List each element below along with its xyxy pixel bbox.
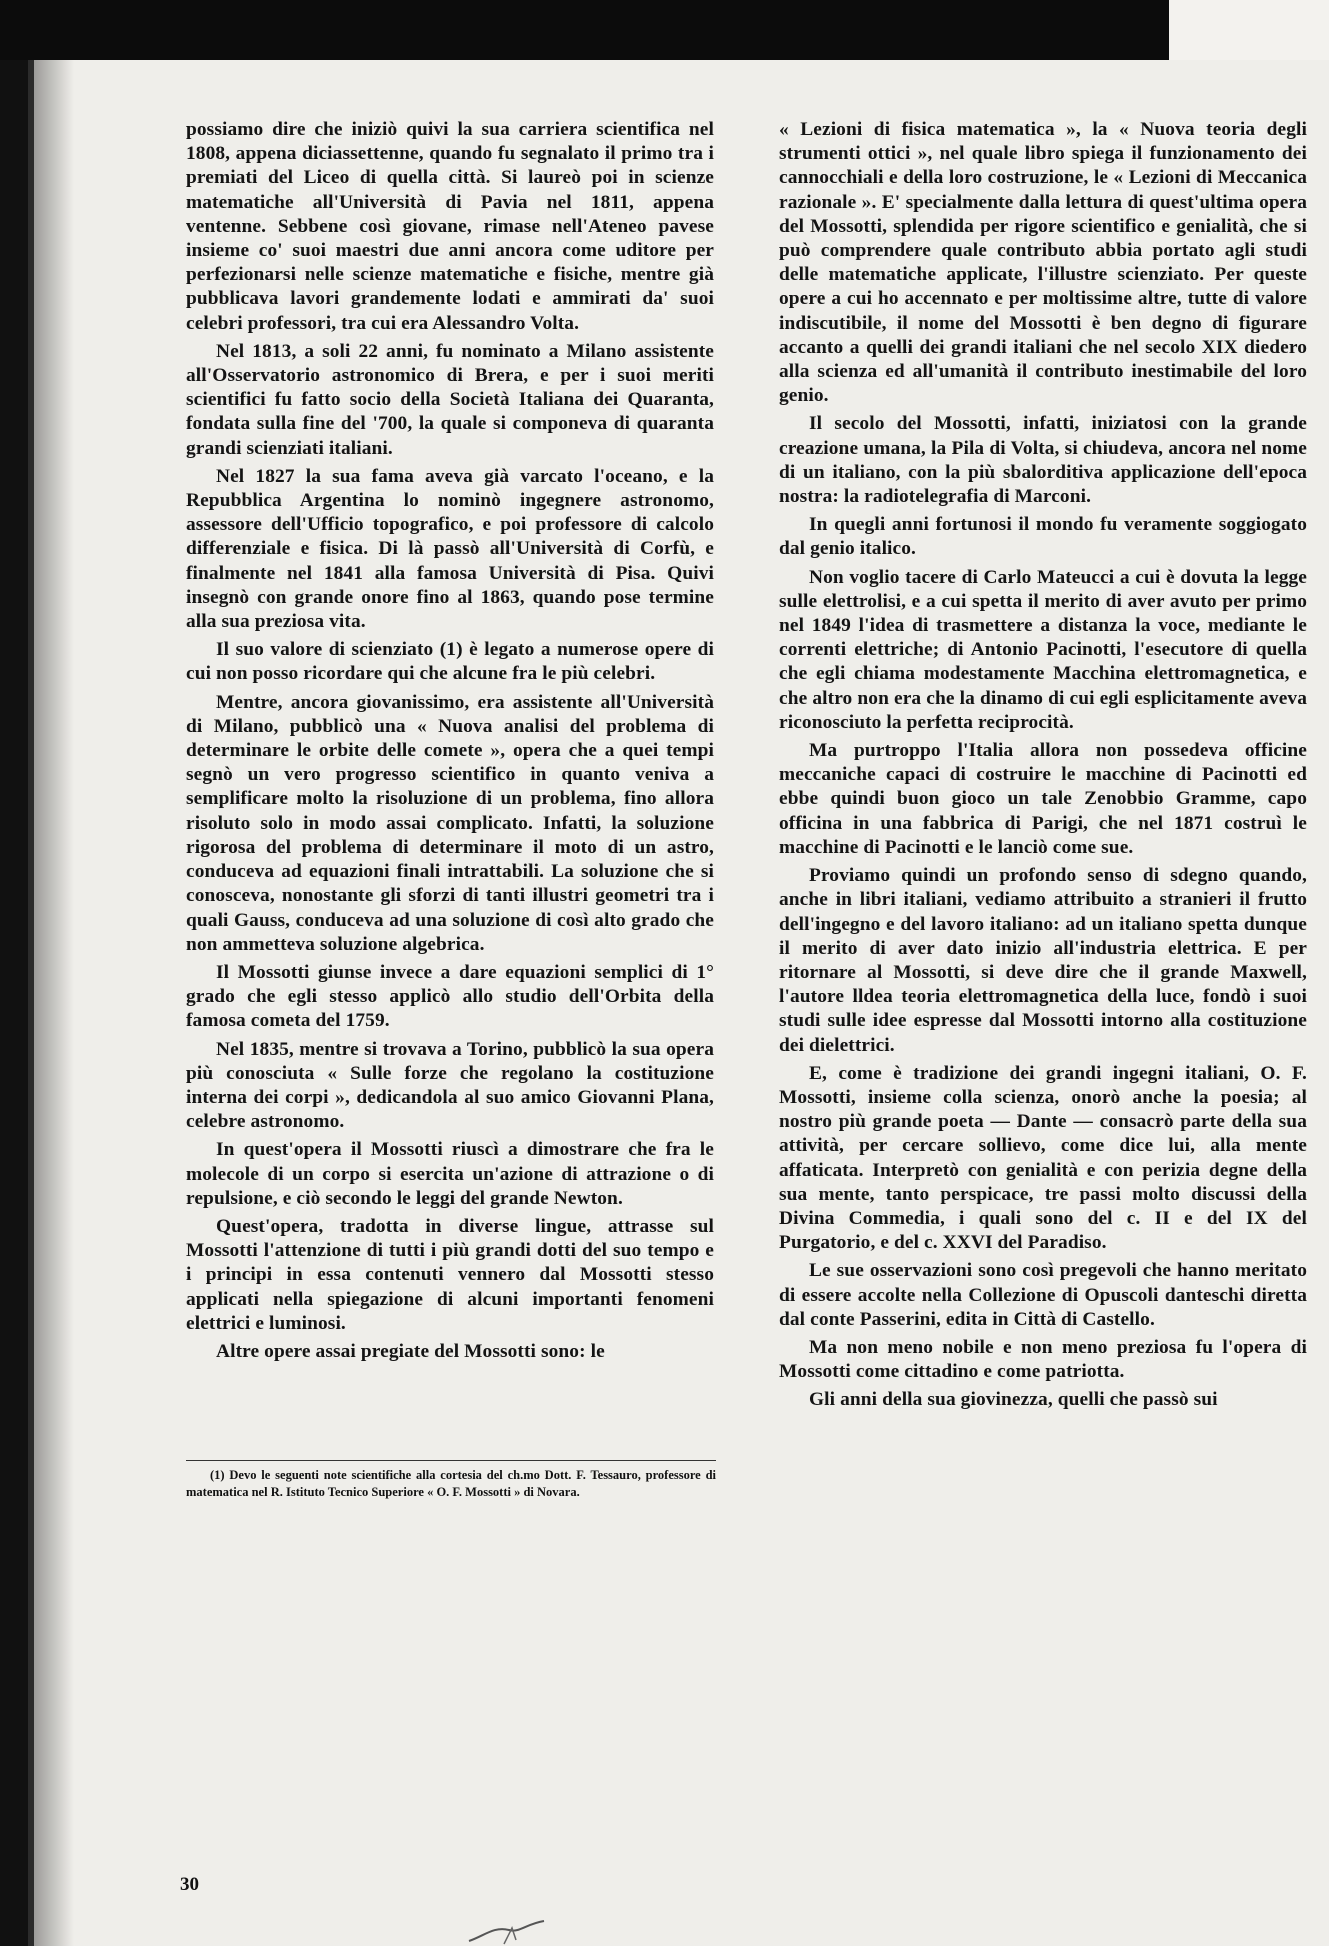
paragraph: Proviamo quindi un profondo senso di sdegno quando, anche in libri italiani, vediamo attribuito a stranieri il frutto dell'ingegno e del lavoro italiano: ad un italiano spetta dunque il merito di aver dato inizio all'industria elettrica. E per ritornare al Mossotti, si deve dire che il grande Maxwell, l'autore lldea teoria elettromagnetica della luce, fondò i suoi studi sulle idee espresse dal Mossotti intorno alla costituzione dei dielettrici. xyxy=(779,865,1307,1056)
paragraph: Mentre, ancora giovanissimo, era assistente all'Università di Milano, pubblicò una « Nuova analisi del problema di determinare le orbite delle comete », opera che a quei tempi segnò un vero progresso scientifico in quanto veniva a semplificare molto la risoluzione di un problema, fino allora risoluto solo in modo assai complicato. Infatti, la soluzione rigorosa del problema di determinare il moto di un astro, conduceva ad equazioni finali intrattabili. La soluzione che si conosceva, nonostante gli sforzi di tanti illustri geometri tra i quali Gauss, conduceva ad una soluzione di così alto grado che non ammetteva soluzione algebrica. xyxy=(186,691,714,955)
paragraph: E, come è tradizione dei grandi ingegni italiani, O. F. Mossotti, insieme colla scienza, onorò anche la poesia; al nostro più grande poeta — Dante — consacrò parte della sua attività, per cercare sollievo, come dice lui, alla mente affaticata. Interpretò con genialità e con perizia degne della sua mente, tanto perspicace, tre passi molto discussi della Divina Commedia, i quali sono del c. II e del IX del Purgatorio, e del c. XXVI del Paradiso. xyxy=(779,1062,1307,1254)
binding-shadow xyxy=(34,60,74,1946)
paragraph: Gli anni della sua giovinezza, quelli che passò sui xyxy=(809,1389,1218,1411)
page-number: 30 xyxy=(180,1874,199,1895)
paragraph: Altre opere assai pregiate del Mossotti sono: le xyxy=(216,1340,605,1362)
paragraph: Nel 1813, a soli 22 anni, fu nominato a Milano assistente all'Osservatorio astronomico di Brera, e per i suoi meriti scientifici fu fatto socio della Società Italiana dei Quaranta, fondata sulla fine del '700, la quale si componeva di quaranta grandi scienziati italiani. xyxy=(186,340,714,459)
paragraph: Il secolo del Mossotti, infatti, iniziatosi con la grande creazione umana, la Pila di Volta, si chiudeva, ancora nel nome di un italiano, con la più sbalorditiva applicazione dell'epoca nostra: la radiotelegrafia di Marconi. xyxy=(779,413,1307,508)
paragraph: In quegli anni fortunosi il mondo fu veramente soggiogato dal genio italico. xyxy=(779,514,1307,560)
paragraph: Non voglio tacere di Carlo Mateucci a cui è dovuta la legge sulle elettrolisi, e a cui spetta il merito di aver avuto per primo nel 1849 l'idea di trasmettere a distanza la voce, mediante le correnti elettriche; di Antonio Pacinotti, l'esecutore di quella che egli chiama modestamente Macchina elettromagnetica, e che altro non era che la dinamo di cui egli esplicitamente aveva riconosciuto la perfetta reciprocità. xyxy=(779,566,1307,733)
paragraph: Quest'opera, tradotta in diverse lingue, attrasse sul Mossotti l'attenzione di tutti i più grandi dotti del suo tempo e i principi in essa contenuti vennero dal Mossotti stesso applicati nella spiegazione di alcuni importanti fenomeni elettrici e luminosi. xyxy=(186,1215,714,1334)
scan-dark-border xyxy=(0,0,1329,60)
left-text-column xyxy=(186,118,714,1368)
paragraph: Le sue osservazioni sono così pregevoli che hanno meritato di essere accolte nella Collezione di Opuscoli danteschi diretta dal conte Passerini, edita in Città di Castello. xyxy=(779,1260,1307,1330)
footnote: (1) Devo le seguenti note scientifiche alla cortesia del ch.mo Dott. F. Tessauro, professore di matematica nel R. Istituto Tecnico Superiore « O. F. Mossotti » di Novara. xyxy=(186,1460,716,1501)
paragraph: Nel 1827 la sua fama aveva già varcato l'oceano, e la Repubblica Argentina lo nominò ingegnere astronomo, assessore dell'Ufficio topografico, e poi professore di calcolo differenziale e fisica. Di là passò all'Università di Corfù, e finalmente nel 1841 alla famosa Università di Pisa. Quivi insegnò con grande onore fino al 1863, quando pose termine alla sua preziosa vita. xyxy=(186,465,714,633)
paragraph: Il suo valore di scienziato (1) è legato a numerose opere di cui non posso ricordare qui che alcune fra le più celebri. xyxy=(186,639,714,685)
scan-smudge xyxy=(464,1916,554,1946)
paragraph: « Lezioni di fisica matematica », la « Nuova teoria degli strumenti ottici », nel quale libro spiega il funzionamento dei cannocchiali e della loro costruzione, le « Lezioni di Meccanica razionale ». E' specialmente dalla lettura di quest'ultima opera del Mossotti, splendida per rigore scientifico e genialità, che si può comprendere quale contributo abbia portato agli studi delle matematiche applicate, l'illustre scienziato. Per queste opere a cui ho accennato e per moltissime altre, tutte di valore indiscutibile, il nome del Mossotti è ben degno di figurare accanto a quelli dei grandi italiani che nel secolo XIX diedero alla scienza ed all'umanità il contributo inestimabile del loro genio. xyxy=(779,119,1307,407)
paragraph: In quest'opera il Mossotti riuscì a dimostrare che fra le molecole di un corpo si esercita un'azione di attrazione o di repulsione, e ciò secondo le leggi del grande Newton. xyxy=(186,1139,714,1209)
paragraph: Il Mossotti giunse invece a dare equazioni semplici di 1° grado che egli stesso applicò allo studio dell'Orbita della famosa cometa del 1759. xyxy=(186,961,714,1032)
right-text-column xyxy=(779,118,1307,1417)
paragraph: Ma non meno nobile e non meno preziosa fu l'opera di Mossotti come cittadino e come patriotta. xyxy=(779,1336,1307,1383)
paragraph: Nel 1835, mentre si trovava a Torino, pubblicò la sua opera più conosciuta « Sulle forze che regolano la costituzione interna dei corpi », dedicandola al suo amico Giovanni Plana, celebre astronomo. xyxy=(186,1038,714,1133)
document-page xyxy=(28,60,1329,1946)
paragraph: possiamo dire che iniziò quivi la sua carriera scientifica nel 1808, appena diciassettenne, quando fu segnalato il primo tra i premiati del Liceo di quella città. Si laureò poi in scienze matematiche all'Università di Pavia nel 1811, appena ventenne. Sebbene così giovane, rimase nell'Ateneo pavese insieme co' suoi maestri due anni ancora come uditore per perfezionarsi nelle scienze matematiche e fisiche, mentre già pubblicava lavori grandemente lodati e ammirati da' suoi celebri professori, tra cui era Alessandro Volta. xyxy=(186,119,714,334)
paragraph: Ma purtroppo l'Italia allora non possedeva officine meccaniche capaci di costruire le macchine di Pacinotti ed ebbe quindi buon gioco un tale Zenobbio Gramme, capo officina in una fabbrica di Parigi, che nel 1871 costruì le macchine di Pacinotti e le lanciò come sue. xyxy=(779,740,1307,858)
